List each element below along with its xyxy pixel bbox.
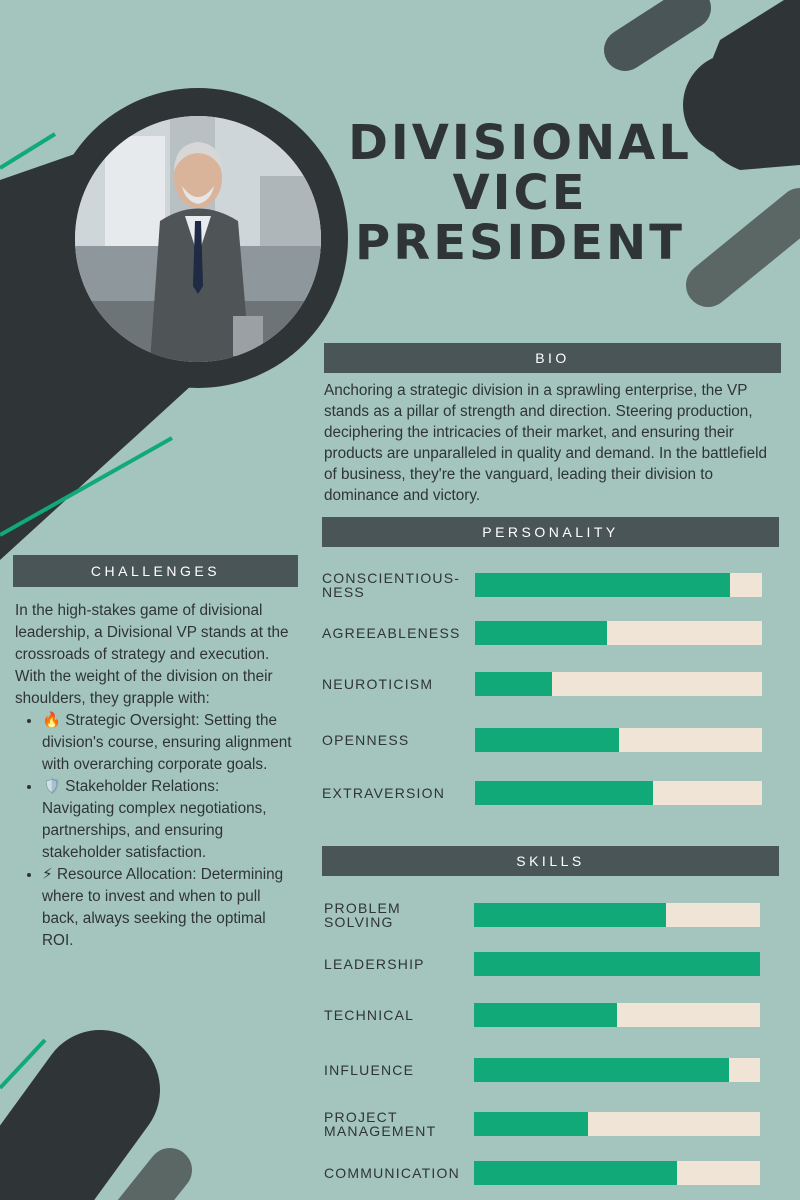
challenge-text: Resource Allocation: Determining where to invest and when to pull back, always seeking the optimal ROI. xyxy=(42,866,284,949)
skill-label-line: PROJECT xyxy=(324,1109,398,1125)
personality-label xyxy=(322,571,460,599)
personality-bar-track xyxy=(475,728,762,752)
person-photo-icon xyxy=(75,116,321,362)
personality-label-line: CONSCIENTIOUS- xyxy=(322,570,461,586)
skills-heading: SKILLS xyxy=(322,846,779,876)
personality-label xyxy=(322,677,433,691)
skill-bar-fill xyxy=(474,1112,588,1136)
skill-label-line: MANAGEMENT xyxy=(324,1123,437,1139)
title-line-1: DIVISIONAL xyxy=(348,115,692,171)
skill-bar-track xyxy=(474,1161,760,1185)
challenge-text: Strategic Oversight: Setting the division's course, ensuring alignment with overarching corporate goals. xyxy=(42,712,292,773)
personality-bar-track xyxy=(475,672,762,696)
personality-bar-fill xyxy=(475,781,653,805)
personality-bar-track xyxy=(475,573,762,597)
skill-label xyxy=(324,1110,436,1138)
title-line-2: VICE xyxy=(452,165,588,221)
personality-label xyxy=(322,733,409,747)
page-title xyxy=(330,115,710,271)
skill-label xyxy=(324,1008,414,1022)
personality-label xyxy=(322,786,445,800)
skill-bar-fill xyxy=(474,952,760,976)
skill-bar-fill xyxy=(474,1161,677,1185)
challenge-item xyxy=(42,710,295,776)
challenge-item xyxy=(42,864,295,952)
skill-label-line: PROBLEM xyxy=(324,900,401,916)
challenges-intro: In the high-stakes game of divisional leadership, a Divisional VP stands at the crossroads of strategy and execution. With the weight of the division on their shoulders, they grapple with: xyxy=(15,602,289,707)
challenge-text: Stakeholder Relations: Navigating complex negotiations, partnerships, and ensuring stakeholder satisfaction. xyxy=(42,778,267,861)
lightning-icon: ⚡ xyxy=(42,866,53,883)
skill-label xyxy=(324,1063,414,1077)
personality-bar-fill xyxy=(475,621,607,645)
challenges-heading: CHALLENGES xyxy=(13,555,298,587)
skill-bar-fill xyxy=(474,1003,617,1027)
title-line-3: PRESIDENT xyxy=(355,215,685,271)
personality-bar-track xyxy=(475,621,762,645)
skill-label-line: SOLVING xyxy=(324,914,394,930)
personality-bar-fill xyxy=(475,672,552,696)
skill-bar-fill xyxy=(474,1058,729,1082)
personality-label-line: OPENNESS xyxy=(322,732,410,748)
personality-bar-fill xyxy=(475,573,730,597)
challenges-section xyxy=(15,600,295,952)
bio-heading: BIO xyxy=(324,343,781,373)
skill-label-line: COMMUNICATION xyxy=(324,1165,460,1181)
skill-label xyxy=(324,1166,460,1180)
personality-label-line: NEUROTICISM xyxy=(322,676,434,692)
skill-label-line: INFLUENCE xyxy=(324,1062,415,1078)
personality-label-line: AGREEABLENESS xyxy=(322,625,461,641)
skill-bar-fill xyxy=(474,903,666,927)
challenges-list xyxy=(15,710,295,952)
personality-heading: PERSONALITY xyxy=(322,517,779,547)
personality-bar-fill xyxy=(475,728,619,752)
skill-bar-track xyxy=(474,1112,760,1136)
personality-label xyxy=(322,626,461,640)
skill-label xyxy=(324,957,425,971)
bio-text: Anchoring a strategic division in a sprawling enterprise, the VP stands as a pillar of strength and direction. Steering production, deciphering the intricacies of their market, and ensuring their products are unparalleled in quality and demand. In the battlefield of business, they're the vanguard, leading their division to dominance and victory. xyxy=(324,382,768,504)
personality-label-line: EXTRAVERSION xyxy=(322,785,446,801)
skill-bar-track xyxy=(474,903,760,927)
fire-icon: 🔥 xyxy=(42,712,62,729)
shield-icon: 🛡️ xyxy=(42,778,62,795)
skill-bar-track xyxy=(474,952,760,976)
skill-label xyxy=(324,901,401,929)
skill-label-line: LEADERSHIP xyxy=(324,956,425,972)
challenge-item xyxy=(42,776,295,864)
skill-bar-track xyxy=(474,1058,760,1082)
skill-label-line: TECHNICAL xyxy=(324,1007,415,1023)
profile-photo xyxy=(75,116,321,362)
skill-bar-track xyxy=(474,1003,760,1027)
personality-label-line: NESS xyxy=(322,584,365,600)
personality-bar-track xyxy=(475,781,762,805)
